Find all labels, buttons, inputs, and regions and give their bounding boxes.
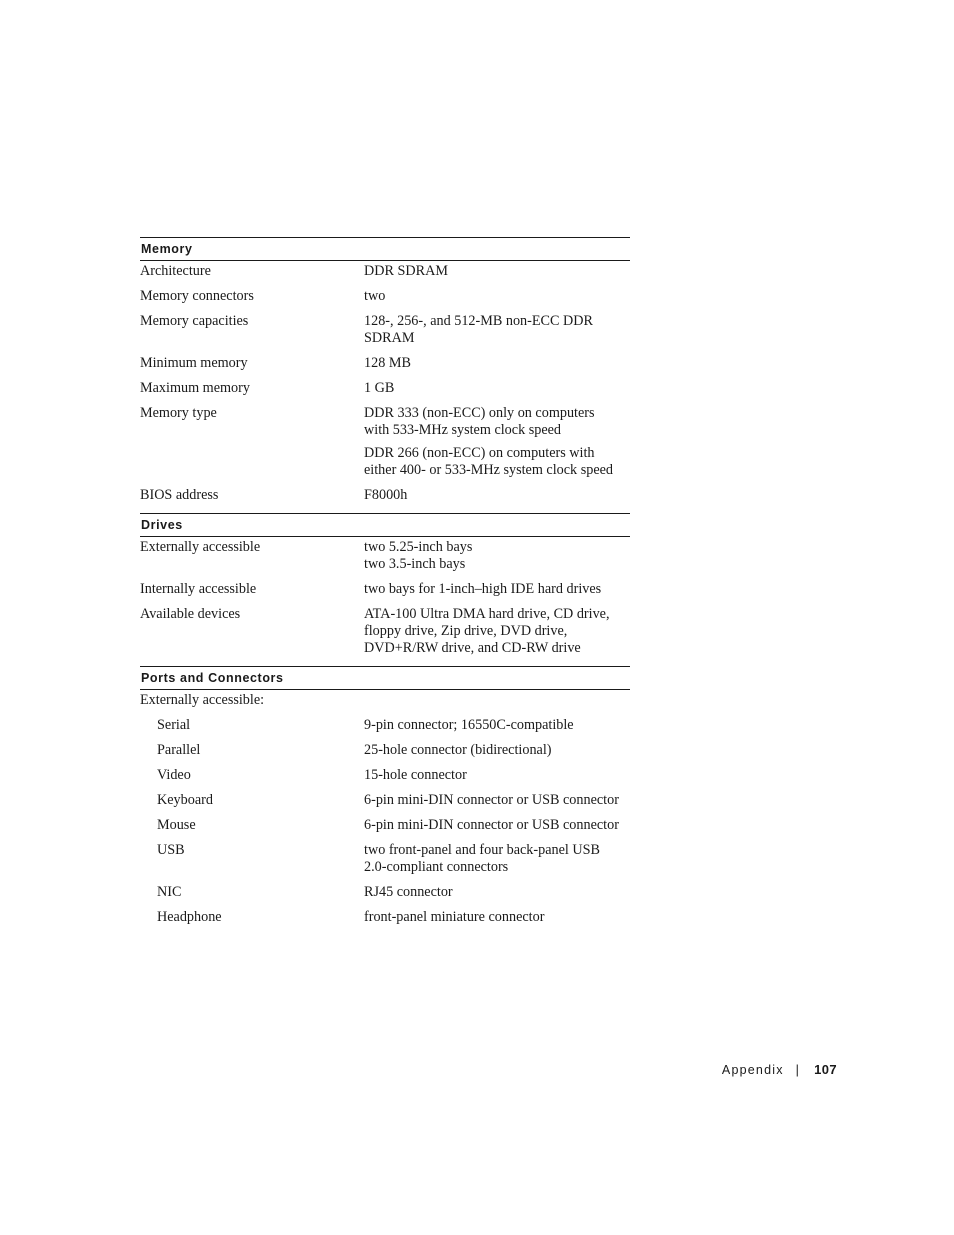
spec-label: Memory type — [140, 405, 217, 421]
spec-label: Mouse — [157, 817, 196, 833]
spec-row — [140, 313, 630, 347]
spec-row — [140, 405, 630, 479]
spec-label: Parallel — [157, 742, 201, 758]
spec-label: Minimum memory — [140, 355, 248, 371]
page-footer — [722, 1062, 837, 1077]
spec-label: USB — [157, 842, 185, 858]
spec-section — [140, 513, 630, 657]
spec-label: BIOS address — [140, 487, 219, 503]
spec-value-line: 6-pin mini-DIN connector or USB connector — [364, 792, 619, 808]
spec-label: Memory connectors — [140, 288, 254, 304]
spec-row — [140, 884, 630, 901]
spec-row — [140, 288, 630, 305]
spec-value-line: SDRAM — [364, 330, 415, 346]
spec-row — [140, 355, 630, 372]
spec-value — [364, 692, 630, 709]
spec-value-line: 128 MB — [364, 355, 411, 371]
spec-row — [140, 717, 630, 734]
spec-row — [140, 692, 630, 709]
spec-value-line: DDR 266 (non-ECC) on computers with — [364, 445, 595, 461]
spec-label: Architecture — [140, 263, 211, 279]
spec-label: Memory capacities — [140, 313, 249, 329]
spec-value-line: two — [364, 288, 386, 304]
spec-value-line: two 3.5-inch bays — [364, 556, 466, 572]
spec-value — [364, 817, 630, 834]
footer-section-name: Appendix — [721, 1062, 784, 1077]
spec-row — [140, 487, 630, 504]
spec-value-line: DDR 333 (non-ECC) only on computers — [364, 405, 595, 421]
spec-label: Externally accessible: — [140, 692, 265, 708]
spec-value-line: floppy drive, Zip drive, DVD drive, — [364, 623, 568, 639]
spec-label: Keyboard — [157, 792, 213, 808]
spec-value-line: F8000h — [364, 487, 408, 503]
spec-value — [364, 288, 630, 305]
spec-value-line: DVD+R/RW drive, and CD-RW drive — [364, 640, 581, 656]
spec-label: Serial — [157, 717, 191, 733]
spec-table — [140, 237, 630, 926]
spec-value-line: 1 GB — [364, 380, 395, 396]
spec-value-line: RJ45 connector — [364, 884, 453, 900]
spec-section — [140, 666, 630, 926]
spec-value-line: 9-pin connector; 16550C-compatible — [364, 717, 574, 733]
spec-label: Internally accessible — [140, 581, 257, 597]
spec-value-line: 6-pin mini-DIN connector or USB connector — [364, 817, 619, 833]
spec-value-line: with 533-MHz system clock speed — [364, 422, 562, 438]
spec-row — [140, 380, 630, 397]
spec-value — [364, 355, 630, 372]
spec-row — [140, 263, 630, 280]
spec-label: Video — [157, 767, 191, 783]
section-heading: Drives — [140, 513, 630, 537]
spec-value-line: two 5.25-inch bays — [364, 539, 473, 555]
spec-value — [364, 487, 630, 504]
spec-value-line: 25-hole connector (bidirectional) — [364, 742, 552, 758]
spec-row — [140, 817, 630, 834]
spec-label: Externally accessible — [140, 539, 261, 555]
spec-value-line: two bays for 1-inch–high IDE hard drives — [364, 581, 602, 597]
spec-section — [140, 237, 630, 504]
spec-value-line: 15-hole connector — [364, 767, 467, 783]
spec-value-line: front-panel miniature connector — [364, 909, 545, 925]
spec-row — [140, 767, 630, 784]
spec-row — [140, 842, 630, 876]
page-number: 107 — [814, 1062, 837, 1077]
spec-row — [140, 581, 630, 598]
section-heading: Ports and Connectors — [140, 666, 630, 690]
spec-value — [364, 581, 630, 598]
spec-value — [364, 884, 630, 901]
spec-value — [364, 405, 630, 479]
spec-value-line: either 400- or 533-MHz system clock speed — [364, 462, 614, 478]
spec-label: Available devices — [140, 606, 241, 622]
spec-value — [364, 742, 630, 759]
spec-label: Headphone — [157, 909, 222, 925]
section-heading: Memory — [140, 237, 630, 261]
spec-value-line: 2.0-compliant connectors — [364, 859, 509, 875]
spec-value-line: two front-panel and four back-panel USB — [364, 842, 600, 858]
spec-value — [364, 380, 630, 397]
spec-row — [140, 742, 630, 759]
spec-value — [364, 263, 630, 280]
spec-value — [364, 717, 630, 734]
spec-value — [364, 909, 630, 926]
spec-value — [364, 792, 630, 809]
spec-row — [140, 606, 630, 657]
spec-value-line: 128-, 256-, and 512-MB non-ECC DDR — [364, 313, 593, 329]
spec-value — [364, 842, 630, 876]
spec-label: Maximum memory — [140, 380, 250, 396]
spec-value — [364, 539, 630, 573]
spec-value — [364, 767, 630, 784]
spec-value — [364, 606, 630, 657]
spec-row — [140, 539, 630, 573]
spec-row — [140, 792, 630, 809]
spec-value-line: ATA-100 Ultra DMA hard drive, CD drive, — [364, 606, 610, 622]
spec-row — [140, 909, 630, 926]
footer-separator: | — [795, 1062, 801, 1077]
spec-value-line: DDR SDRAM — [364, 263, 448, 279]
spec-value — [364, 313, 630, 347]
spec-label: NIC — [157, 884, 182, 900]
